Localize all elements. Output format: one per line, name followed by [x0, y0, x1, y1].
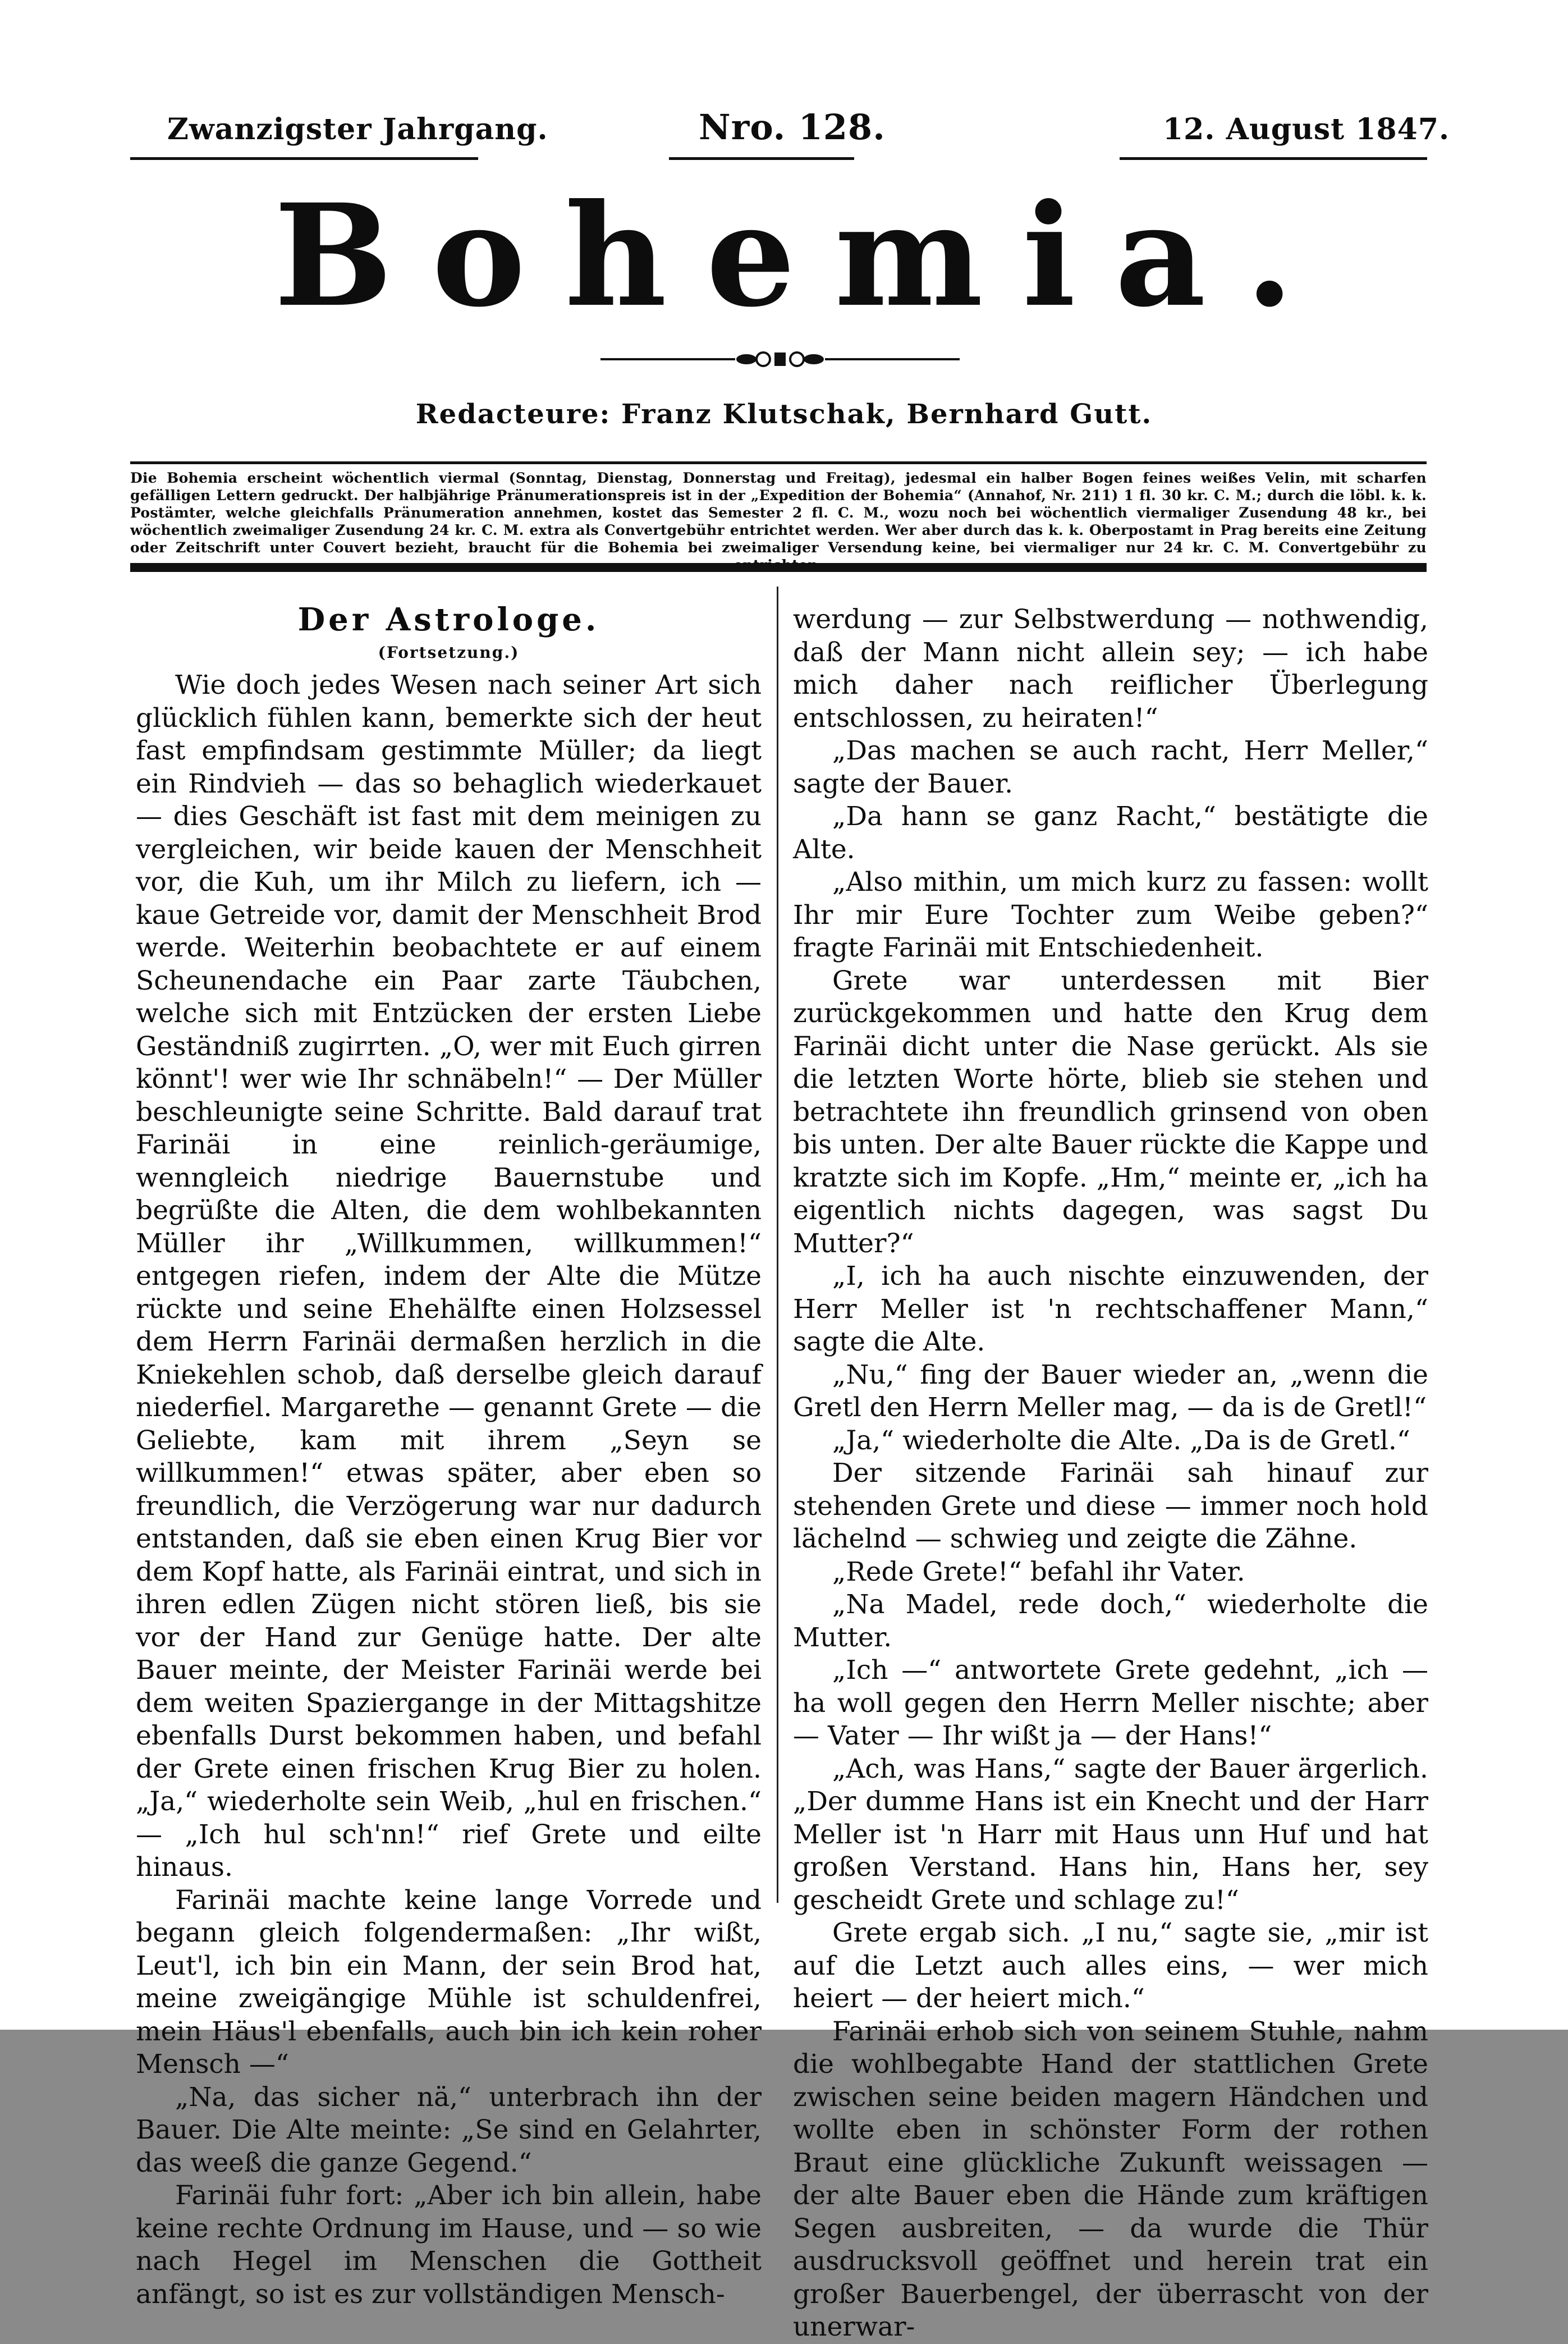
article-column-left: [136, 603, 762, 2311]
paragraph: Farinäi erhob sich von seinem Stuhle, nahm die wohlbegabte Hand der stattlichen Grete zwischen seine beiden magern Händchen und wollte eben in schönster Form der rothen Braut eine glückliche Zukunft weissagen — der alte Bauer eben die Hände zum kräftigen Segen ausbreiten, — da wurde die Thür ausdrucksvoll geöffnet und herein trat ein großer Bauerbengel, der überrascht von der unerwar-: [793, 2016, 1428, 2342]
issue-date: 12. August 1847.: [1163, 112, 1450, 146]
paragraph: „Nu,“ fing der Bauer wieder an, „wenn die Gretl den Herrn Meller mag, — da is de Gretl!“: [793, 1359, 1428, 1423]
paragraph: werdung — zur Selbstwerdung — nothwendig, daß der Mann nicht allein sey; — ich habe mich daher nach reiflicher Überlegung entschlossen, zu heiraten!“: [793, 604, 1428, 734]
newspaper-title: Bohemia.: [274, 173, 1333, 338]
paragraph: Grete ergab sich. „I nu,“ sagte sie, „mir ist auf die Letzt auch alles eins, — wer mich heiert — der heiert mich.“: [793, 1917, 1428, 2014]
notice-rule-top: [130, 461, 1427, 464]
subscription-notice: Die Bohemia erscheint wöchentlich viermal (Sonntag, Dienstag, Donnerstag und Freitag), jedesmal ein halber Bogen feines weißes Velin, mit scharfen gefälligen Lettern gedruckt. Der halbjährige Pränumerationspreis ist in der „Expedition der Bohemia“ (Annahof, Nr. 211) 1 fl. 30 kr. C. M.; durch die löbl. k. k. Postämter, welche gleichfalls Pränumeration annehmen, kostet das Semester 2 fl. C. M., wozu noch bei wöchentlich viermaliger Zusendung 48 kr., bei wöchentlich zweimaliger Zusendung 24 kr. C. M. extra als Convertgebühr entrichtet werden. Wer aber durch das k. k. Oberpostamt in Prag bereits eine Zeitung oder Zeitschrift unter Couvert bezieht, braucht für die Bohemia bei zweimaliger Versendung keine, bei viermaliger nur 24 kr. C. M. Convertgebühr zu: [130, 470, 1427, 556]
paragraph: „I, ich ha auch nischte einzuwenden, der Herr Meller ist 'n rechtschaffener Mann,“ sagte die Alte.: [793, 1261, 1428, 1357]
ornament-divider: [600, 348, 960, 370]
paragraph: „Ich —“ antwortete Grete gedehnt, „ich — ha woll gegen den Herrn Meller nischte; aber — Vater — Ihr wißt ja — der Hans!“: [793, 1655, 1428, 1751]
paragraph: Farinäi fuhr fort: „Aber ich bin allein, habe keine rechte Ordnung im Hause, und — so wie nach Hegel im Menschen die Gottheit anfängt, so ist es zur vollständigen Mensch-: [136, 2180, 762, 2310]
editors-line: Redacteure: Franz Klutschak, Bernhard Gutt.: [415, 399, 1153, 430]
article-column-right: [793, 603, 1428, 2344]
paragraph: „Rede Grete!“ befahl ihr Vater.: [832, 1556, 1245, 1587]
paragraph: „Also mithin, um mich kurz zu fassen: wollt Ihr mir Eure Tochter zum Weibe geben?“ fragte Farinäi mit Entschiedenheit.: [793, 867, 1428, 963]
column-divider: [777, 587, 778, 1903]
masthead-rule-center: [669, 157, 854, 160]
masthead-rule-right: [1120, 157, 1427, 160]
paragraph: Farinäi machte keine lange Vorrede und begann gleich folgendermaßen: „Ihr wißt, Leut'l, ich bin ein Mann, der sein Brod hat, meine zweigängige Mühle ist schuldenfrei, mein Häus'l ebenfalls, auch bin ich kein roher Mensch —“: [136, 1884, 762, 2080]
paragraph: „Das machen se auch racht, Herr Meller,“ sagte der Bauer.: [793, 735, 1428, 799]
volume-label: Zwanzigster Jahrgang.: [167, 112, 548, 146]
paragraph: „Na, das sicher nä,“ unterbrach ihn der Bauer. Die Alte meinte: „Se sind en Gelahrter, das weeß die ganze Gegend.“: [136, 2081, 762, 2178]
paragraph: „Ja,“ wiederholte die Alte. „Da is de Gretl.“: [832, 1425, 1410, 1456]
notice-rule-bottom: [130, 563, 1427, 572]
article-subtitle: (Fortsetzung.): [378, 643, 520, 662]
paragraph: „Da hann se ganz Racht,“ bestätigte die Alte.: [793, 801, 1428, 865]
paragraph: Grete war unterdessen mit Bier zurückgekommen und hatte den Krug dem Farinäi dicht unter die Nase gerückt. Als sie die letzten Worte hörte, blieb sie stehen und betrachtete ihn freundlich grinsend von oben bis unten. Der alte Bauer rückte die Kappe und kratzte sich im Kopfe. „Hm,“ meinte er, „ich ha eigentlich nichts dagegen, was sagst Du Mutter?“: [793, 965, 1428, 1259]
masthead-rule-left: [130, 157, 478, 160]
paragraph: „Ach, was Hans,“ sagte der Bauer ärgerlich. „Der dumme Hans ist ein Knecht und der Harr Meller ist 'n Harr mit Haus unn Huf und hat großen Verstand. Hans hin, Hans her, sey gescheidt Grete und schlage zu!“: [793, 1753, 1428, 1916]
article-title: Der Astrologe.: [297, 601, 600, 638]
issue-number: Nro. 128.: [699, 107, 886, 148]
paragraph: „Na Madel, rede doch,“ wiederholte die Mutter.: [793, 1589, 1428, 1653]
paragraph: Der sitzende Farinäi sah hinauf zur stehenden Grete und diese — immer noch hold lächelnd — schwieg und zeigte die Zähne.: [793, 1458, 1428, 1554]
paragraph: Wie doch jedes Wesen nach seiner Art sich glücklich fühlen kann, bemerkte sich der heut fast empfindsam gestimmte Müller; da liegt ein Rindvieh — das so behaglich wiederkauet — dies Geschäft ist fast mit dem meinigen zu vergleichen, wir beide kauen der Menschheit vor, die Kuh, um ihr Milch zu liefern, ich — kaue Getreide vor, damit der Menschheit Brod werde. Weiterhin beobachtete er auf einem Scheunendache ein Paar zarte Täubchen, welche sich mit Entzücken der ersten Liebe Geständniß zugirrten. „O, wer mit Euch girren könnt'! wer wie Ihr schnäbeln!“ — Der Müller beschleunigte seine Schritte. Bald darauf trat Farinäi in eine reinlich-geräumige, wenngleich niedrige Bauernstube und begrüßte die Alten, die dem wohlbekannten Müller ihr „Willkummen, willkummen!“ entgegen riefen, indem der Alte die Mütze rückte und seine Ehehälfte einen Holzsessel dem Herrn Farinäi dermaßen herzlich in die Kniekehlen schob, daß derselbe gleich darauf niederfiel. Margarethe — genannt Grete — die Geliebte, kam mit ihrem „Seyn se willkummen!“ etwas später, aber eben so freundlich, die Verzögerung war nur dadurch entstanden, daß sie eben einen Krug Bier vor dem Kopf hatte, als Farinäi eintrat, und sich in ihren edlen Zügen nicht stören ließ, bis sie vor der Hand zur Genüge hatte. Der alte Bauer meinte, der Meister Farinäi werde bei dem weiten Spaziergange in der Mittagshitze ebenfalls Durst bekommen haben, und befahl der Grete einen frischen Krug Bier zu holen. „Ja,“ wiederholte sein Weib, „hul en frischen.“ — „Ich hul sch'nn!“ rief Grete und eilte hinaus.: [136, 670, 762, 1883]
